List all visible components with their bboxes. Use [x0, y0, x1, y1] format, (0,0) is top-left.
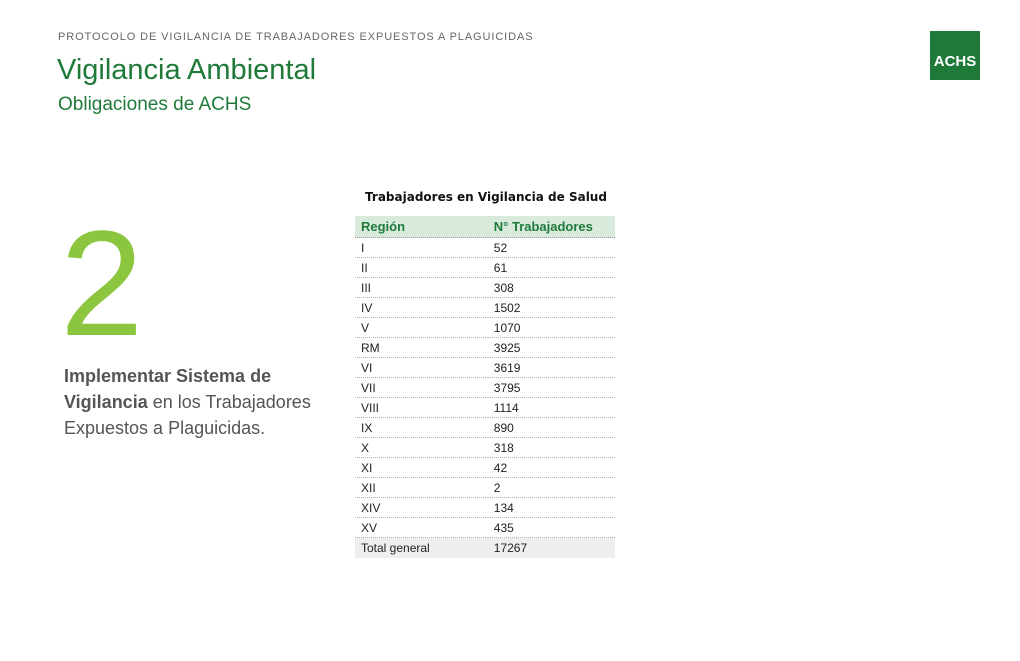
- region-cell: XII: [355, 478, 488, 498]
- table-row: [355, 518, 615, 538]
- total-value: 17267: [493, 541, 528, 555]
- region-cell: VIII: [355, 398, 488, 418]
- workers-cell: 3619: [488, 358, 615, 378]
- achs-logo-text: ACHS: [933, 53, 977, 70]
- workers-cell: 3925: [488, 338, 615, 358]
- table-row: [355, 438, 615, 458]
- table-title: Trabajadores en Vigilancia de Salud: [365, 190, 607, 204]
- table-row: [355, 418, 615, 438]
- step-description-bold: Implementar Sistema de Vigilancia: [64, 366, 272, 412]
- region-cell: III: [355, 278, 488, 298]
- table-row: [355, 278, 615, 298]
- table-row: [355, 378, 615, 398]
- table-row: [355, 398, 615, 418]
- region-cell: I: [355, 238, 488, 258]
- step-description: [64, 363, 314, 441]
- region-cell: VII: [355, 378, 488, 398]
- workers-cell: 318: [488, 438, 615, 458]
- workers-cell: 134: [488, 498, 615, 518]
- workers-cell: 1070: [488, 318, 615, 338]
- workers-table-container: [355, 216, 615, 558]
- table-row: [355, 318, 615, 338]
- region-cell: V: [355, 318, 488, 338]
- table-row: [355, 478, 615, 498]
- workers-cell: 3795: [488, 378, 615, 398]
- table-header-row: [355, 216, 615, 238]
- table-row: [355, 298, 615, 318]
- region-cell: II: [355, 258, 488, 278]
- workers-cell: 61: [488, 258, 615, 278]
- workers-cell: 2: [488, 478, 615, 498]
- column-header-workers: N° Trabajadores: [488, 216, 615, 238]
- achs-logo: [930, 31, 980, 80]
- table-total-row: [355, 538, 615, 559]
- table-row: [355, 238, 615, 258]
- region-cell: VI: [355, 358, 488, 378]
- workers-cell: 435: [488, 518, 615, 538]
- total-label: Total general: [361, 541, 430, 555]
- region-cell: IX: [355, 418, 488, 438]
- table-row: [355, 358, 615, 378]
- achs-logo-svg: [930, 31, 980, 80]
- step-description-rest: en los Trabajadores Expuestos a Plaguicidas.: [64, 392, 311, 438]
- table-row: [355, 458, 615, 478]
- page-subtitle: Obligaciones de ACHS: [58, 94, 252, 115]
- workers-cell: 890: [488, 418, 615, 438]
- workers-cell: 52: [488, 238, 615, 258]
- region-cell: IV: [355, 298, 488, 318]
- table-row: [355, 258, 615, 278]
- region-cell: XI: [355, 458, 488, 478]
- table-row: [355, 338, 615, 358]
- table-body: [355, 238, 615, 538]
- table-row: [355, 498, 615, 518]
- region-cell: RM: [355, 338, 488, 358]
- step-number: 2: [60, 199, 144, 367]
- workers-cell: 308: [488, 278, 615, 298]
- region-cell: XV: [355, 518, 488, 538]
- workers-cell: 1502: [488, 298, 615, 318]
- region-cell: X: [355, 438, 488, 458]
- column-header-region: Región: [355, 216, 488, 238]
- page-title: Vigilancia Ambiental: [57, 54, 317, 86]
- protocol-kicker: PROTOCOLO DE VIGILANCIA DE TRABAJADORES EXPUESTOS A PLAGUICIDAS: [58, 31, 534, 43]
- region-cell: XIV: [355, 498, 488, 518]
- workers-cell: 42: [488, 458, 615, 478]
- workers-cell: 1114: [488, 398, 615, 418]
- workers-table: [355, 216, 615, 558]
